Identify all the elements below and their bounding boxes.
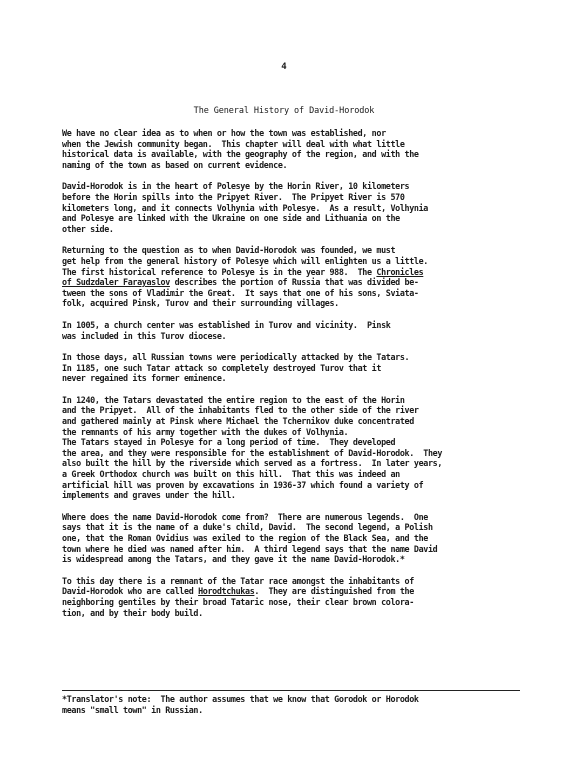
text-line [62, 267, 522, 278]
text-line: tween the sons of Vladimir the Great. It says that one of his sons, Sviata- [62, 287, 419, 298]
text-line: is widespread among the Tatars, and they gave it the name David-Horodok.* [62, 554, 405, 565]
underlined-term: Horodtchukas [198, 586, 255, 597]
text-line: The Tatars stayed in Polesye for a long period of time. They developed [62, 437, 396, 448]
paragraph-6 [62, 395, 522, 501]
paragraph-5 [62, 352, 522, 384]
text-line [62, 586, 522, 597]
text-line: never regained its former eminence. [62, 373, 227, 384]
text-line: artificial hill was proven by excavations in 1936-37 which found a variety of [62, 479, 424, 490]
book-title-underlined: Chronicles [376, 266, 424, 277]
text-line: Returning to the question as to when David-Horodok was founded, we must [62, 245, 396, 256]
text-line: implements and graves under the hill. [62, 490, 236, 501]
text-line: neighboring gentiles by their broad Tataric nose, their clear brown colora- [62, 596, 414, 607]
text-line: town where he died was named after him. A third legend says that the name David [62, 543, 438, 554]
paragraph-7 [62, 512, 522, 565]
text-line: says that it is the name of a duke's child, David. The second legend, a Polish [62, 522, 433, 533]
text-line: the remnants of his army together with the dukes of Volhynia. [62, 426, 349, 437]
text-line: when the Jewish community began. This chapter will deal with what little [62, 138, 405, 149]
text-line: In 1005, a church center was established in Turov and vicinity. Pinsk [62, 319, 391, 330]
text-line: tion, and by their body build. [62, 607, 203, 618]
book-title-underlined: of Sudzdaler Farayaslov [62, 277, 170, 288]
footnote-line: means "small town" in Russian. [62, 704, 203, 715]
text-line: Where does the name David-Horodok come from? There are numerous legends. One [62, 511, 428, 522]
text-line: In 1240, the Tatars devastated the entire region to the east of the Horin [62, 394, 405, 405]
footnote [62, 694, 522, 715]
text-line: To this day there is a remnant of the Tatar race amongst the inhabitants of [62, 575, 414, 586]
text-line: kilometers long, and it connects Volhynia with Polesye. As a result, Volhynia [62, 202, 428, 213]
text-line: also built the hill by the riverside which served as a fortress. In later years, [62, 458, 443, 469]
text-line: was included in this Turov diocese. [62, 330, 227, 341]
text-line: get help from the general history of Polesye which will enlighten us a little. [62, 255, 428, 266]
page-title: The General History of David-Horodok [193, 106, 375, 116]
footnote-divider [62, 690, 520, 691]
text-line: and gathered mainly at Pinsk where Michael the Tchernikov duke concentrated [62, 416, 414, 427]
text-line: other side. [62, 223, 114, 234]
text-segment: The first historical reference to Polesye is in the year 988. The [62, 266, 377, 277]
text-segment: describes the portion of Russia that was divided be- [169, 277, 419, 288]
text-line: one, that the Roman Ovidius was exiled to the region of the Black Sea, and the [62, 533, 428, 543]
footnote-line: *Translator's note: The author assumes that we know that Gorodok or Horodok [62, 694, 419, 704]
paragraph-8 [62, 576, 522, 618]
paragraph-2 [62, 181, 522, 234]
paragraph-3 [62, 245, 522, 309]
paragraph-4 [62, 320, 522, 341]
text-line: and Polesye are linked with the Ukraine on one side and Lithuania on the [62, 213, 400, 224]
text-line [62, 277, 522, 288]
text-line: We have no clear idea as to when or how the town was established, nor [62, 128, 386, 138]
page-number: 4 [281, 62, 287, 72]
text-line: historical data is available, with the geography of the region, and with the [62, 149, 419, 160]
text-line: folk, acquired Pinsk, Turov and their surrounding villages. [62, 298, 339, 309]
text-line: In those days, all Russian towns were periodically attacked by the Tatars. [62, 352, 410, 363]
text-line: before the Horin spills into the Pripyet River. The Pripyet River is 570 [62, 191, 405, 202]
paragraph-1 [62, 128, 522, 170]
text-line: and the Pripyet. All of the inhabitants fled to the other side of the river [62, 405, 419, 416]
text-line: a Greek Orthodox church was built on this hill. That this was indeed an [62, 469, 400, 480]
text-segment: . They are distinguished from the [254, 586, 414, 597]
text-line: David-Horodok is in the heart of Polesye by the Horin River, 10 kilometers [62, 181, 410, 192]
text-line: In 1185, one such Tatar attack so completely destroyed Turov that it [62, 362, 382, 373]
text-line: naming of the town as based on current evidence. [62, 159, 288, 170]
document-body [62, 128, 522, 629]
text-line: the area, and they were responsible for the establishment of David-Horodok. They [62, 447, 443, 458]
text-segment: David-Horodok who are called [62, 586, 199, 597]
